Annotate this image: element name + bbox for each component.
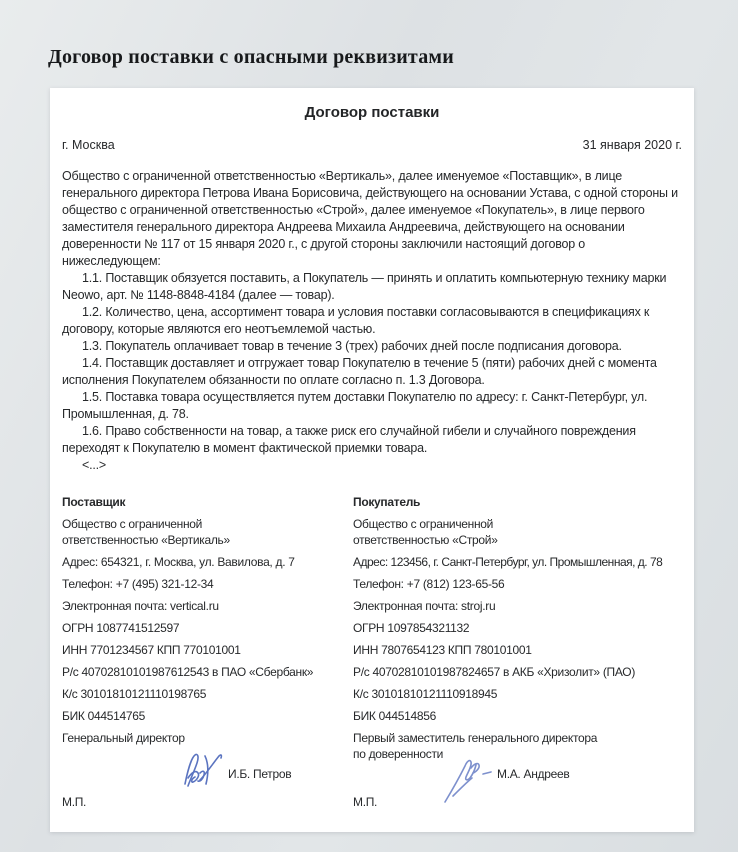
buyer-phone: Телефон: +7 (812) 123-65-56 (353, 577, 505, 591)
buyer-ogrn: ОГРН 1097854321132 (353, 621, 470, 635)
document-title: Договор поставки (304, 104, 440, 121)
buyer-role-label: Покупатель (353, 495, 421, 509)
supplier-email: Электронная почта: vertical.ru (62, 599, 219, 613)
buyer-signature-row (353, 766, 682, 784)
intro-paragraph: Общество с ограниченной ответственностью «Вертикаль», далее именуемое «Поставщик», в лице генерального директора Петрова Ивана Борисовича, действующего на основании Устава, с одной стороны и общество с ограниченной ответственностью «Строй», далее именуемое «Покупатель», в лице первого заместителя генерального директора Андреева Михаила Андреевича, действующего на основании доверенности № 117 от 15 января 2020 г., с другой стороны заключили настоящий договор о нижеследующем: (62, 169, 678, 268)
supplier-phone: Телефон: +7 (495) 321-12-34 (62, 577, 214, 591)
buyer-column (353, 494, 682, 816)
supplier-ogrn: ОГРН 1087741512597 (62, 621, 180, 635)
supplier-role-label: Поставщик (62, 495, 126, 509)
buyer-corr-account: К/с 30101810121110918945 (353, 687, 498, 701)
document-city: г. Москва (62, 138, 115, 152)
supplier-signatory-title: Генеральный директор (62, 731, 185, 745)
supplier-company-line2: ответственностью «Вертикаль» (62, 533, 230, 547)
ellipsis-mark: <...> (82, 458, 107, 472)
supplier-signatory-name: И.Б. Петров (228, 767, 292, 781)
buyer-bik: БИК 044514856 (353, 709, 436, 723)
clause-1-5: 1.5. Поставка товара осуществляется путем доставки Покупателю по адресу: г. Санкт-Петербург, ул. Промышленная, д. 78. (62, 390, 648, 421)
supplier-settlement-account: Р/с 40702810101987612543 в ПАО «Сбербанк» (62, 665, 314, 679)
buyer-company-line1: Общество с ограниченной (353, 517, 494, 531)
buyer-company-line2: ответственностью «Строй» (353, 533, 498, 547)
supplier-company-line1: Общество с ограниченной (62, 517, 203, 531)
buyer-signatory-name: М.А. Андреев (497, 767, 570, 781)
document-body (62, 168, 682, 474)
buyer-address: Адрес: 123456, г. Санкт-Петербург, ул. Промышленная, д. 78 (353, 555, 663, 569)
contract-document (50, 88, 694, 832)
supplier-inn-kpp: ИНН 7701234567 КПП 770101001 (62, 643, 241, 657)
document-meta-row (62, 137, 682, 154)
parties-section (62, 494, 682, 816)
supplier-address: Адрес: 654321, г. Москва, ул. Вавилова, д. 7 (62, 555, 295, 569)
buyer-settlement-account: Р/с 40702810101987824657 в АКБ «Хризолит» (ПАО) (353, 665, 636, 679)
buyer-inn-kpp: ИНН 7807654123 КПП 780101001 (353, 643, 532, 657)
buyer-signatory-title-line2: по доверенности (353, 747, 444, 761)
buyer-stamp-label: М.П. (353, 795, 378, 809)
supplier-stamp-label: М.П. (62, 795, 87, 809)
page-title: Договор поставки с опасными реквизитами (48, 46, 454, 68)
supplier-bik: БИК 044514765 (62, 709, 145, 723)
buyer-signatory-title-line1: Первый заместитель генерального директора (353, 731, 598, 745)
document-date: 31 января 2020 г. (582, 138, 682, 152)
supplier-column (62, 494, 353, 816)
clause-1-4: 1.4. Поставщик доставляет и отгружает товар Покупателю в течение 5 (пяти) рабочих дней с момента исполнения Покупателем обязанности по оплате согласно п. 1.3 Договора. (62, 356, 657, 387)
supplier-signature-row (62, 766, 353, 784)
buyer-email: Электронная почта: stroj.ru (353, 599, 496, 613)
clause-1-2: 1.2. Количество, цена, ассортимент товара и условия поставки согласовываются в спецификациях к договору, которые являются его неотъемлемой частью. (62, 305, 650, 336)
clause-1-1: 1.1. Поставщик обязуется поставить, а Покупатель — принять и оплатить компьютерную технику марки Neowo, арт. № 1148-8848-4184 (далее — товар). (62, 271, 667, 302)
clause-1-6: 1.6. Право собственности на товар, а также риск его случайной гибели и случайного повреждения переходят к Покупателю в момент фактической приемки товара. (62, 424, 636, 455)
clause-1-3: 1.3. Покупатель оплачивает товар в течение 3 (трех) рабочих дней после подписания договора. (82, 339, 622, 353)
buyer-signatory-title (353, 730, 682, 764)
supplier-corr-account: К/с 30101810121110198765 (62, 687, 207, 701)
